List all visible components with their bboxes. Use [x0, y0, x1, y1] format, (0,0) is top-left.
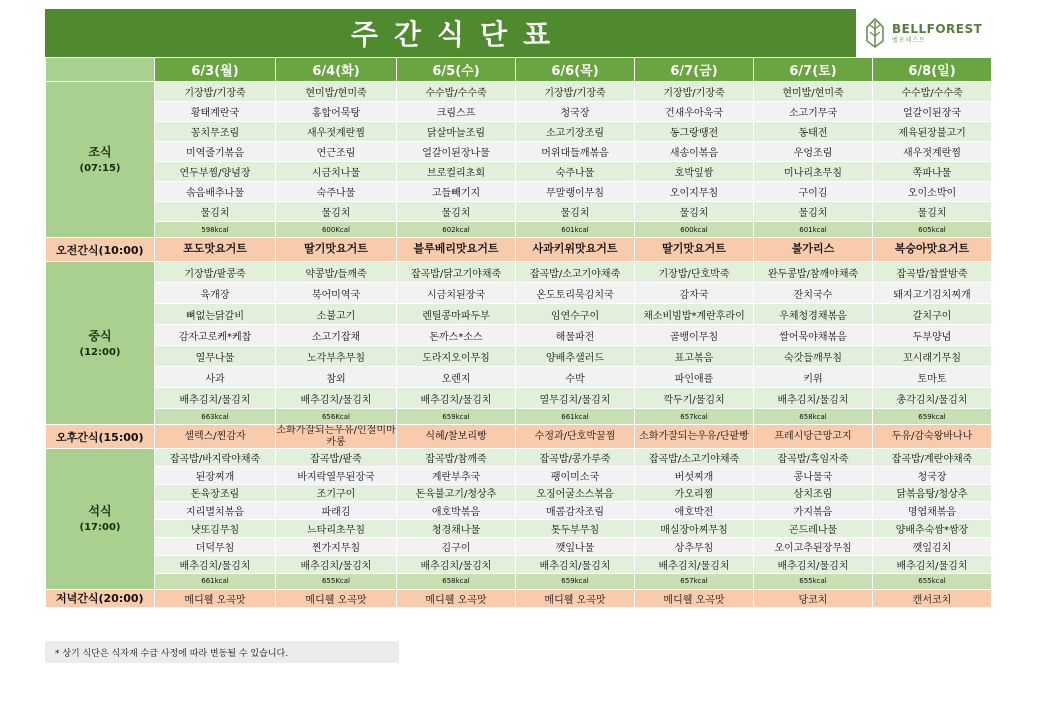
menu-cell: 파래김 — [276, 502, 397, 520]
menu-cell: 된장찌개 — [155, 466, 276, 484]
menu-cell: 크림스프 — [397, 102, 516, 122]
menu-cell: 닭살마늘조림 — [397, 122, 516, 142]
menu-cell: 기장밥/기장죽 — [635, 82, 754, 102]
kcal-row — [46, 573, 992, 589]
menu-cell: 물김치 — [754, 202, 873, 222]
menu-cell: 골뱅이무침 — [635, 325, 754, 346]
kcal-cell: 655kcal — [873, 573, 992, 589]
menu-cell: 돈육장조림 — [155, 484, 276, 502]
menu-cell: 오렌지 — [397, 367, 516, 388]
menu-cell: 수수밥/수수죽 — [873, 82, 992, 102]
menu-cell: 사과 — [155, 367, 276, 388]
menu-cell: 해물파전 — [516, 325, 635, 346]
breakfast-label-cell — [46, 82, 155, 238]
menu-cell: 콩나물국 — [754, 466, 873, 484]
menu-cell: 기장밥/기장죽 — [155, 82, 276, 102]
am_snack-row — [46, 238, 992, 262]
menu-cell: 찐가지무침 — [276, 537, 397, 555]
menu-cell: 청국장 — [873, 466, 992, 484]
snack-cell: 수정과/단호박꿀찜 — [516, 425, 635, 449]
menu-cell: 동그랑땡전 — [635, 122, 754, 142]
menu-cell: 연근조림 — [276, 142, 397, 162]
menu-cell: 북어미역국 — [276, 283, 397, 304]
kcal-row — [46, 409, 992, 425]
menu-cell: 동태전 — [754, 122, 873, 142]
snack-cell: 메디웰 오곡맛 — [516, 589, 635, 607]
menu-row — [46, 142, 992, 162]
snack-cell: 셀렉스/찐감자 — [155, 425, 276, 449]
menu-cell: 채소비빔밥*계란후라이 — [635, 304, 754, 325]
tree-logo-icon — [864, 17, 886, 49]
menu-cell: 물김치 — [397, 202, 516, 222]
menu-cell: 곤드레나물 — [754, 520, 873, 538]
kcal-cell: 658kcal — [397, 573, 516, 589]
menu-cell: 파인애플 — [635, 367, 754, 388]
menu-cell: 가지볶음 — [754, 502, 873, 520]
menu-cell: 애호박볶음 — [397, 502, 516, 520]
snack-cell: 딸기맛요거트 — [635, 238, 754, 262]
snack-cell: 사과키위맛요거트 — [516, 238, 635, 262]
menu-cell: 배추김치/물김치 — [754, 388, 873, 409]
menu-cell: 상추무침 — [635, 537, 754, 555]
snack-cell: 메디웰 오곡맛 — [276, 589, 397, 607]
menu-cell: 구이김 — [754, 182, 873, 202]
menu-cell: 소고기장조림 — [516, 122, 635, 142]
dinner-label: 석식 — [88, 504, 112, 519]
menu-row — [46, 102, 992, 122]
menu-cell: 열무나물 — [155, 346, 276, 367]
menu-cell: 돈육불고기/청상추 — [397, 484, 516, 502]
menu-cell: 시금치된장국 — [397, 283, 516, 304]
menu-cell: 감자고로케*케찹 — [155, 325, 276, 346]
menu-cell: 오이소박이 — [873, 182, 992, 202]
menu-row — [46, 484, 992, 502]
kcal-cell: 598kcal — [155, 222, 276, 238]
menu-cell: 깻잎나물 — [516, 537, 635, 555]
late_snack-row — [46, 589, 992, 607]
brand-subname: 벨포레스트 — [892, 36, 926, 44]
menu-row — [46, 262, 992, 283]
menu-cell: 감자국 — [635, 283, 754, 304]
snack-cell: 복숭아맛요거트 — [873, 238, 992, 262]
menu-cell: 배추김치/물김치 — [155, 388, 276, 409]
menu-cell: 솎음배추나물 — [155, 182, 276, 202]
pm_snack-row — [46, 425, 992, 449]
menu-cell: 명엽채볶음 — [873, 502, 992, 520]
dinner-time: (17:00) — [79, 522, 121, 534]
menu-row — [46, 555, 992, 573]
kcal-cell: 600Kcal — [276, 222, 397, 238]
menu-cell: 노각부추무침 — [276, 346, 397, 367]
menu-cell: 배추김치/물김치 — [276, 388, 397, 409]
menu-row — [46, 346, 992, 367]
menu-cell: 소고기잡채 — [276, 325, 397, 346]
menu-cell: 도라지오이무침 — [397, 346, 516, 367]
menu-cell: 잡곡밥/소고기야채죽 — [516, 262, 635, 283]
menu-cell: 조기구이 — [276, 484, 397, 502]
menu-cell: 수박 — [516, 367, 635, 388]
menu-row — [46, 367, 992, 388]
menu-row — [46, 502, 992, 520]
menu-cell: 건새우아욱국 — [635, 102, 754, 122]
snack-cell: 딸기맛요거트 — [276, 238, 397, 262]
menu-row — [46, 82, 992, 102]
menu-cell: 닭볶음탕/청상추 — [873, 484, 992, 502]
menu-cell: 키위 — [754, 367, 873, 388]
menu-cell: 배추김치/물김치 — [276, 555, 397, 573]
menu-cell: 물김치 — [873, 202, 992, 222]
menu-cell: 청국장 — [516, 102, 635, 122]
menu-row — [46, 325, 992, 346]
kcal-cell: 661kcal — [516, 409, 635, 425]
menu-cell: 현미밥/현미죽 — [276, 82, 397, 102]
menu-cell: 우체청경채볶음 — [754, 304, 873, 325]
menu-cell: 얼갈이된장나물 — [397, 142, 516, 162]
page-title: 주간식단표 — [350, 18, 567, 51]
menu-cell: 계란부추국 — [397, 466, 516, 484]
menu-cell: 매실장아찌무침 — [635, 520, 754, 538]
menu-cell: 톳두부무침 — [516, 520, 635, 538]
menu-cell: 오이지무침 — [635, 182, 754, 202]
kcal-cell: 659kcal — [873, 409, 992, 425]
kcal-cell: 661kcal — [155, 573, 276, 589]
lunch-time: (12:00) — [79, 346, 121, 358]
menu-cell: 미역줄기볶음 — [155, 142, 276, 162]
menu-cell: 임연수구이 — [516, 304, 635, 325]
kcal-cell: 601kcal — [754, 222, 873, 238]
lunch-label-cell — [46, 262, 155, 425]
menu-row — [46, 520, 992, 538]
menu-cell: 냣또김무침 — [155, 520, 276, 538]
menu-cell: 느타리초무침 — [276, 520, 397, 538]
menu-cell: 깻잎김치 — [873, 537, 992, 555]
menu-cell: 배추김치/물김치 — [635, 555, 754, 573]
snack-cell: 블루베리맛요거트 — [397, 238, 516, 262]
snack-cell: 식혜/찰보리빵 — [397, 425, 516, 449]
snack-cell: 포도맛요거트 — [155, 238, 276, 262]
menu-cell: 시금치나물 — [276, 162, 397, 182]
page-header — [45, 9, 856, 57]
snack-cell: 당코치 — [754, 589, 873, 607]
menu-cell: 토마토 — [873, 367, 992, 388]
menu-cell: 두부양념 — [873, 325, 992, 346]
menu-cell: 고들빼기지 — [397, 182, 516, 202]
kcal-cell: 605kcal — [873, 222, 992, 238]
menu-cell: 배추김치/물김치 — [873, 555, 992, 573]
menu-cell: 배추김치/물김치 — [155, 555, 276, 573]
menu-cell: 숙주나물 — [516, 162, 635, 182]
kcal-cell: 600kcal — [635, 222, 754, 238]
menu-row — [46, 202, 992, 222]
menu-row — [46, 122, 992, 142]
snack-cell: 캔서코치 — [873, 589, 992, 607]
weekly-menu-table — [45, 57, 992, 608]
lunch-label: 중식 — [88, 328, 112, 343]
menu-cell: 매콤감자조림 — [516, 502, 635, 520]
menu-cell: 기장밥/팥콩죽 — [155, 262, 276, 283]
menu-cell: 팽이미소국 — [516, 466, 635, 484]
menu-cell: 새송이볶음 — [635, 142, 754, 162]
menu-row — [46, 449, 992, 467]
menu-cell: 갈치구이 — [873, 304, 992, 325]
kcal-cell: 602kcal — [397, 222, 516, 238]
menu-cell: 양배추샐러드 — [516, 346, 635, 367]
menu-cell: 쌀어묵야채볶음 — [754, 325, 873, 346]
menu-cell: 배추김치/물김치 — [516, 555, 635, 573]
menu-cell: 잔치국수 — [754, 283, 873, 304]
menu-cell: 바지락열무된장국 — [276, 466, 397, 484]
snack-cell: 메디웰 오곡맛 — [397, 589, 516, 607]
menu-cell: 무말랭이무침 — [516, 182, 635, 202]
menu-cell: 물김치 — [516, 202, 635, 222]
kcal-cell: 656Kcal — [276, 409, 397, 425]
menu-cell: 청경채나물 — [397, 520, 516, 538]
menu-cell: 머위대들깨볶음 — [516, 142, 635, 162]
snack-cell: 메디웰 오곡맛 — [635, 589, 754, 607]
day-header: 6/5(수) — [397, 58, 516, 82]
menu-row — [46, 182, 992, 202]
menu-cell: 홍합어묵탕 — [276, 102, 397, 122]
menu-cell: 표고볶음 — [635, 346, 754, 367]
menu-cell: 소불고기 — [276, 304, 397, 325]
menu-cell: 꽁치무조림 — [155, 122, 276, 142]
menu-cell: 뼈없는닭갈비 — [155, 304, 276, 325]
menu-cell: 현미밥/현미죽 — [754, 82, 873, 102]
menu-cell: 미나리초무침 — [754, 162, 873, 182]
menu-cell: 숙주나물 — [276, 182, 397, 202]
kcal-cell: 601kcal — [516, 222, 635, 238]
kcal-cell: 655Kcal — [276, 573, 397, 589]
menu-cell: 브로컬리초회 — [397, 162, 516, 182]
kcal-cell: 658kcal — [754, 409, 873, 425]
menu-cell: 김구이 — [397, 537, 516, 555]
menu-cell: 양배추숙쌈*쌈장 — [873, 520, 992, 538]
menu-cell: 제육된장불고기 — [873, 122, 992, 142]
menu-cell: 돼지고기김치찌개 — [873, 283, 992, 304]
menu-cell: 배추김치/물김치 — [754, 555, 873, 573]
menu-cell: 오징어굴소스볶음 — [516, 484, 635, 502]
snack-cell: 프레시당근망고지 — [754, 425, 873, 449]
menu-cell: 기장밥/기장죽 — [516, 82, 635, 102]
menu-cell: 잡곡밥/팥죽 — [276, 449, 397, 467]
menu-cell: 지리멸치볶음 — [155, 502, 276, 520]
menu-cell: 잡곡밥/닭고기야채죽 — [397, 262, 516, 283]
day-header: 6/3(월) — [155, 58, 276, 82]
menu-cell: 더덕무침 — [155, 537, 276, 555]
menu-cell: 배추김치/물김치 — [397, 388, 516, 409]
day-header: 6/7(금) — [635, 58, 754, 82]
breakfast-label: 조식 — [88, 145, 112, 159]
day-header-row — [46, 58, 992, 82]
snack-cell: 불가리스 — [754, 238, 873, 262]
menu-row — [46, 283, 992, 304]
kcal-cell: 659kcal — [516, 573, 635, 589]
menu-cell: 물김치 — [155, 202, 276, 222]
menu-cell: 깍두기/물김치 — [635, 388, 754, 409]
kcal-cell: 659kcal — [397, 409, 516, 425]
snack-cell: 소화가잘되는우유/인절미마카롱 — [276, 425, 396, 448]
kcal-cell: 657kcal — [635, 573, 754, 589]
brand-logo — [856, 9, 986, 57]
brand-name: BELLFOREST — [892, 21, 983, 36]
menu-cell: 렌틸콩마파두부 — [397, 304, 516, 325]
menu-row — [46, 304, 992, 325]
corner-cell — [46, 58, 155, 82]
footnote: * 상기 식단은 식자재 수급 사정에 따라 변동될 수 있습니다. — [45, 641, 399, 663]
menu-cell: 잡곡밥/참깨죽 — [397, 449, 516, 467]
menu-cell: 총각김치/물김치 — [873, 388, 992, 409]
menu-cell: 쪽파나물 — [873, 162, 992, 182]
menu-cell: 잡곡밥/흑임자죽 — [754, 449, 873, 467]
day-header: 6/6(목) — [516, 58, 635, 82]
menu-cell: 잡곡밥/찹쌀밤죽 — [873, 262, 992, 283]
menu-cell: 잡곡밥/계란야채죽 — [873, 449, 992, 467]
menu-cell: 소고기무국 — [754, 102, 873, 122]
menu-cell: 새우젓계란찜 — [276, 122, 397, 142]
menu-cell: 숙갓들깨무침 — [754, 346, 873, 367]
menu-cell: 열무김치/물김치 — [516, 388, 635, 409]
snack-cell: 소화가잘되는우유/단팥빵 — [635, 425, 754, 449]
menu-cell: 버섯찌개 — [635, 466, 754, 484]
menu-cell: 잡곡밥/소고기야채죽 — [635, 449, 754, 467]
snack-cell: 두유/감숙왕바나나 — [873, 425, 992, 449]
menu-cell: 우엉조림 — [754, 142, 873, 162]
breakfast-time: (07:15) — [79, 163, 121, 174]
menu-cell: 오이고추된장무침 — [754, 537, 873, 555]
pm_snack-label: 오후간식(15:00) — [46, 425, 155, 449]
kcal-cell: 657kcal — [635, 409, 754, 425]
menu-cell: 잡곡밥/바지락야채죽 — [155, 449, 276, 467]
day-header: 6/8(일) — [873, 58, 992, 82]
menu-cell: 잡곡밥/콩가루죽 — [516, 449, 635, 467]
menu-cell: 참외 — [276, 367, 397, 388]
menu-row — [46, 162, 992, 182]
menu-cell: 삼치조림 — [754, 484, 873, 502]
day-header: 6/4(화) — [276, 58, 397, 82]
menu-cell: 완두콩밥/참깨야채죽 — [754, 262, 873, 283]
menu-row — [46, 388, 992, 409]
kcal-cell: 655kcal — [754, 573, 873, 589]
kcal-cell: 663kcal — [155, 409, 276, 425]
dinner-label-cell — [46, 449, 155, 590]
menu-cell: 돈까스*소스 — [397, 325, 516, 346]
menu-row — [46, 466, 992, 484]
menu-cell: 배추김치/물김치 — [397, 555, 516, 573]
menu-cell: 새우젓계란찜 — [873, 142, 992, 162]
menu-cell: 약콩밥/들깨죽 — [276, 262, 397, 283]
menu-cell: 가오리찜 — [635, 484, 754, 502]
late_snack-label: 저녁간식(20:00) — [46, 589, 155, 607]
menu-cell: 물김치 — [276, 202, 397, 222]
menu-cell: 애호박전 — [635, 502, 754, 520]
kcal-row — [46, 222, 992, 238]
menu-cell: 수수밥/수수죽 — [397, 82, 516, 102]
am_snack-label: 오전간식(10:00) — [46, 238, 155, 262]
menu-cell: 온도토리묵김치국 — [516, 283, 635, 304]
snack-cell: 메디웰 오곡맛 — [155, 589, 276, 607]
menu-cell: 물김치 — [635, 202, 754, 222]
menu-cell: 연두부찜/양념장 — [155, 162, 276, 182]
menu-cell: 얼갈이된장국 — [873, 102, 992, 122]
menu-cell: 호박잎쌈 — [635, 162, 754, 182]
menu-cell: 황태계란국 — [155, 102, 276, 122]
menu-row — [46, 537, 992, 555]
day-header: 6/7(토) — [754, 58, 873, 82]
menu-cell: 꼬시래기무침 — [873, 346, 992, 367]
menu-cell: 기장밥/단호박죽 — [635, 262, 754, 283]
menu-cell: 육개장 — [155, 283, 276, 304]
